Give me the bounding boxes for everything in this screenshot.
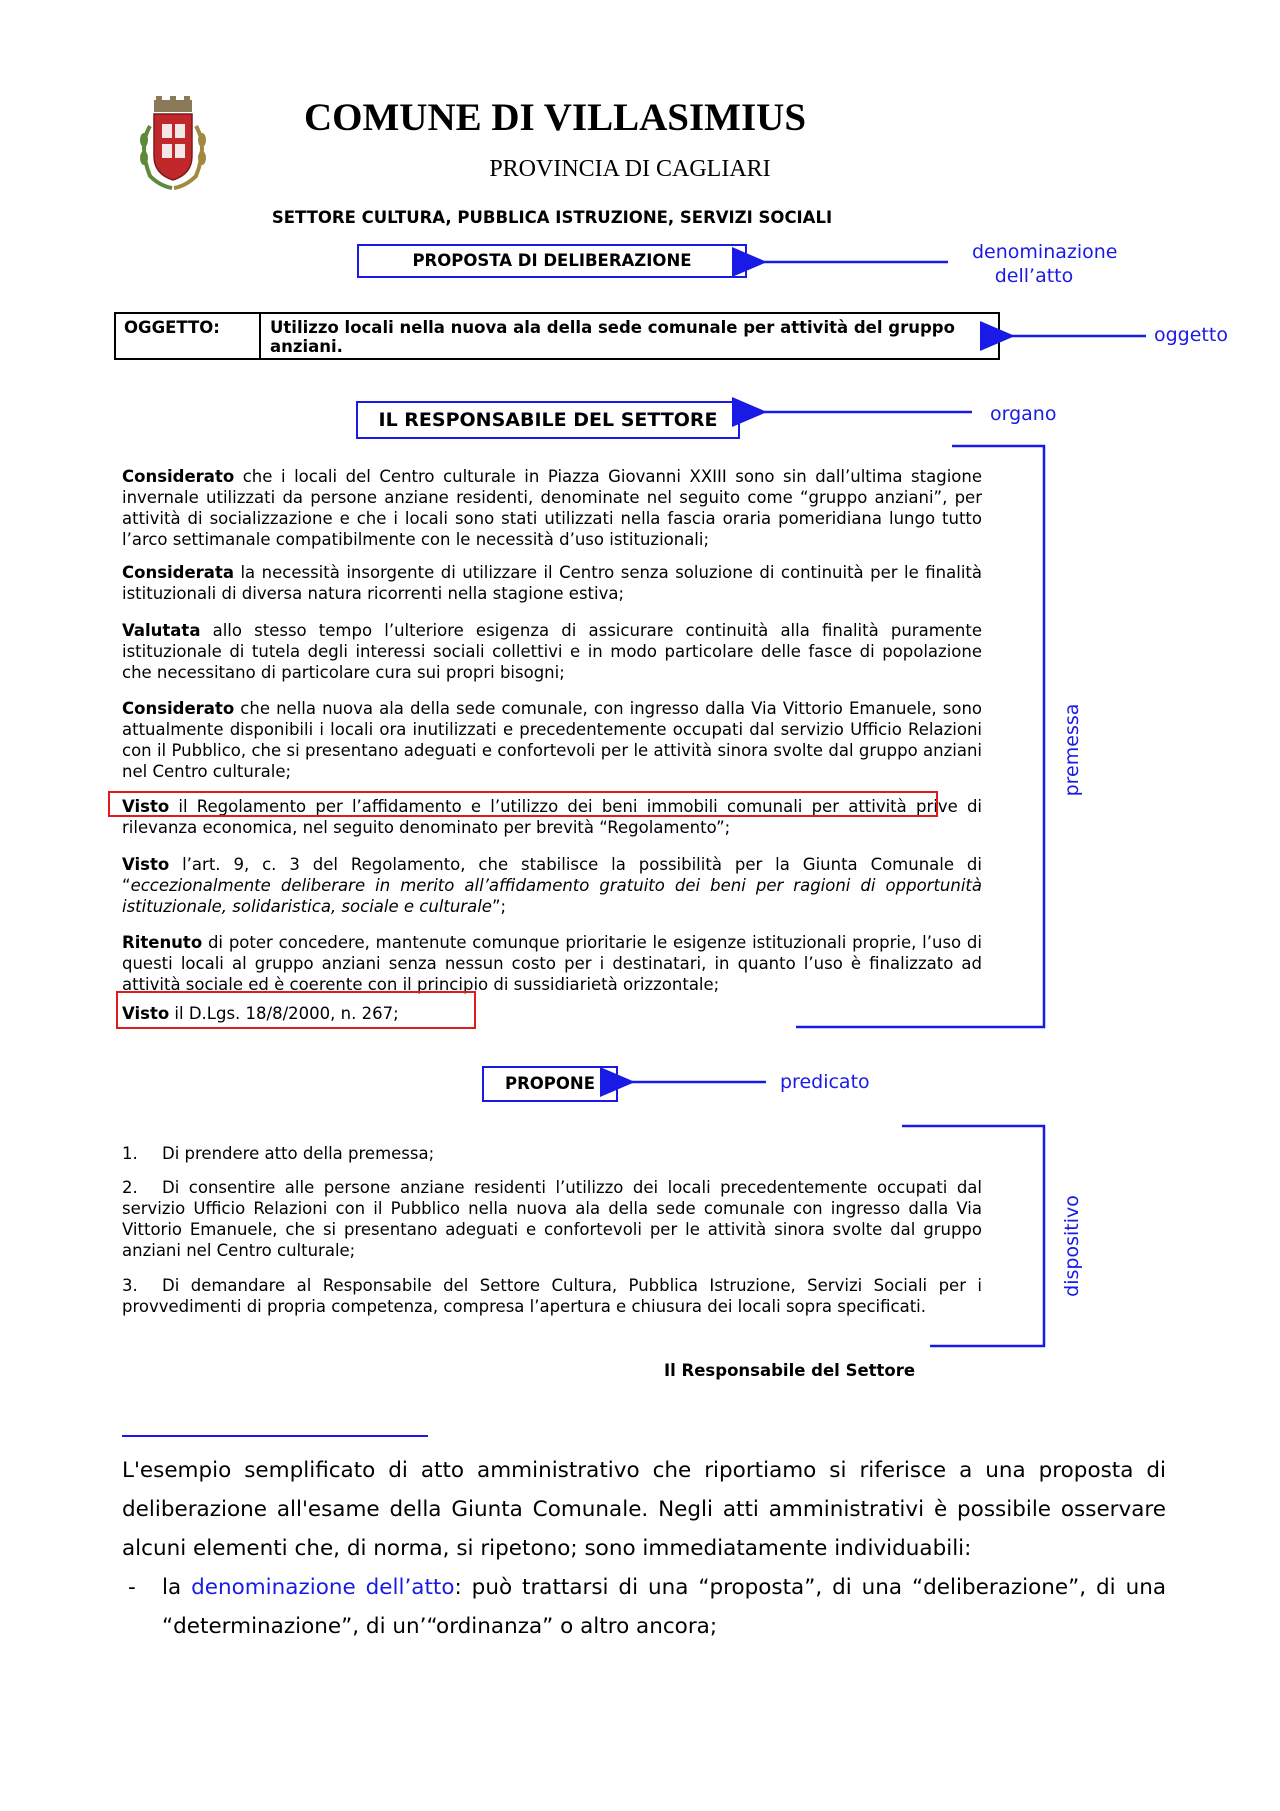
premessa-paragraph-8: Visto il D.Lgs. 18/8/2000, n. 267; xyxy=(122,1004,399,1023)
dispositivo-item-3: 3. Di demandare al Responsabile del Settore Cultura, Pubblica Istruzione, Servizi Sociali per i provvedimenti di propria competenza, compresa l’apertura e chiusura dei locali sopra specificati. xyxy=(122,1276,982,1316)
bullet-dash: - xyxy=(128,1575,136,1600)
dispositivo-item-1: 1. Di prendere atto della premessa; xyxy=(122,1144,435,1163)
province-subtitle: PROVINCIA DI CAGLIARI xyxy=(489,156,771,182)
premessa-paragraph-7: Ritenuto di poter concedere, mantenute comunque prioritarie le esigenze istituzionali proprie, l’uso di questi locali al gruppo anziani senza nessun costo per i destinatari, in quanto l’uso è finalizzato ad attività sociale ed è coerente con il principio di sussidiarietà orizzontale; xyxy=(122,933,982,994)
predicato-box: PROPONE xyxy=(482,1066,618,1102)
premessa-paragraph-5: Visto il Regolamento per l’affidamento e l’utilizzo dei beni immobili comunali per attività prive di rilevanza economica, nel seguito denominato per brevità “Regolamento”; xyxy=(122,797,982,837)
annotation-oggetto: oggetto xyxy=(1154,324,1228,346)
oggetto-label: OGGETTO: xyxy=(124,318,220,337)
annotation-predicato: predicato xyxy=(780,1071,870,1093)
dispositivo-item-2: 2. Di consentire alle persone anziane residenti l’utilizzo dei locali precedentemente occupati dal servizio Ufficio Relazioni con il Pubblico nella nuova ala della sede comunale con ingresso dalla Via Vittorio Emanuele, che si presentano adeguati e confortevoli per le attività sinora svolte dal gruppo anziani nel Centro culturale; xyxy=(122,1178,982,1260)
denominazione-box: PROPOSTA DI DELIBERAZIONE xyxy=(357,244,747,278)
signature-line: Il Responsabile del Settore xyxy=(664,1361,916,1380)
oggetto-text: Utilizzo locali nella nuova ala della sede comunale per attività del gruppo anziani. xyxy=(270,318,955,356)
dispositivo-bracket xyxy=(902,1126,1044,1346)
premessa-bracket xyxy=(796,446,1044,1027)
premessa-paragraph-1: Considerato che i locali del Centro culturale in Piazza Giovanni XXIII sono sin dall’ultima stagione invernale utilizzati da persone anziane residenti, denominate nel seguito come “gruppo anziani”, per attività di socializzazione e che i locali sono stati utilizzati nella fascia oraria pomeridiana lungo tutto l’arco settimanale compatibilmente con le necessità d’uso istituzionali; xyxy=(122,467,982,549)
premessa-paragraph-6: Visto l’art. 9, c. 3 del Regolamento, che stabilisce la possibilità per la Giunta Comunale di “eccezionalmente deliberare in merito all’affidamento gratuito dei beni per ragioni di opportunità istituzionale, solidaristica, sociale e culturale”; xyxy=(122,855,982,916)
premessa-paragraph-4: Considerato che nella nuova ala della sede comunale, con ingresso dalla Via Vittorio Emanuele, sono attualmente disponibili i locali ora inutilizzati e precedentemente occupati dal servizio Ufficio Relazioni con il Pubblico, che si presentano adeguati e confortevoli per le attività sinora svolte dal gruppo anziani nel Centro culturale; xyxy=(122,699,982,781)
annotation-denominazione-line1: denominazione xyxy=(972,241,1118,263)
annotation-dispositivo: dispositivo xyxy=(1061,1195,1083,1297)
footnote-separator xyxy=(122,1435,428,1437)
annotation-denominazione-line2: dell’atto xyxy=(994,265,1074,287)
explanation-paragraph: L'esempio semplificato di atto amministrativo che riportiamo si riferisce a una proposta di deliberazione all'esame della Giunta Comunale. Negli atti amministrativi è possibile osservare alcuni elementi che, di norma, si ripetono; sono immediatamente individuabili: xyxy=(122,1458,1166,1561)
annotation-premessa: premessa xyxy=(1061,703,1083,797)
organo-box: IL RESPONSABILE DEL SETTORE xyxy=(356,401,740,439)
premessa-paragraph-2: Considerata la necessità insorgente di utilizzare il Centro senza soluzione di continuità per le finalità istituzionali di diversa natura ricorrenti nella stagione estiva; xyxy=(122,563,982,603)
annotation-organo: organo xyxy=(990,403,1057,425)
annotation-denominazione xyxy=(972,240,1118,288)
premessa-paragraph-3: Valutata allo stesso tempo l’ulteriore esigenza di assicurare continuità alla finalità puramente istituzionale di tutela degli interessi sociali collettivi e in modo particolare delle fasce di popolazione che necessitano di particolare cura sui propri bisogni; xyxy=(122,621,982,682)
page-title: COMUNE DI VILLASIMIUS xyxy=(303,96,807,139)
explanation-bullet: - la denominazione dell’atto: può trattarsi di una “proposta”, di una “deliberazione”, di una “determinazione”, di un’“ordinanza” o altro ancora; xyxy=(122,1568,1166,1646)
denominazione-link[interactable]: denominazione dell’atto xyxy=(191,1575,455,1600)
sector-heading: SETTORE CULTURA, PUBBLICA ISTRUZIONE, SERVIZI SOCIALI xyxy=(271,208,833,227)
